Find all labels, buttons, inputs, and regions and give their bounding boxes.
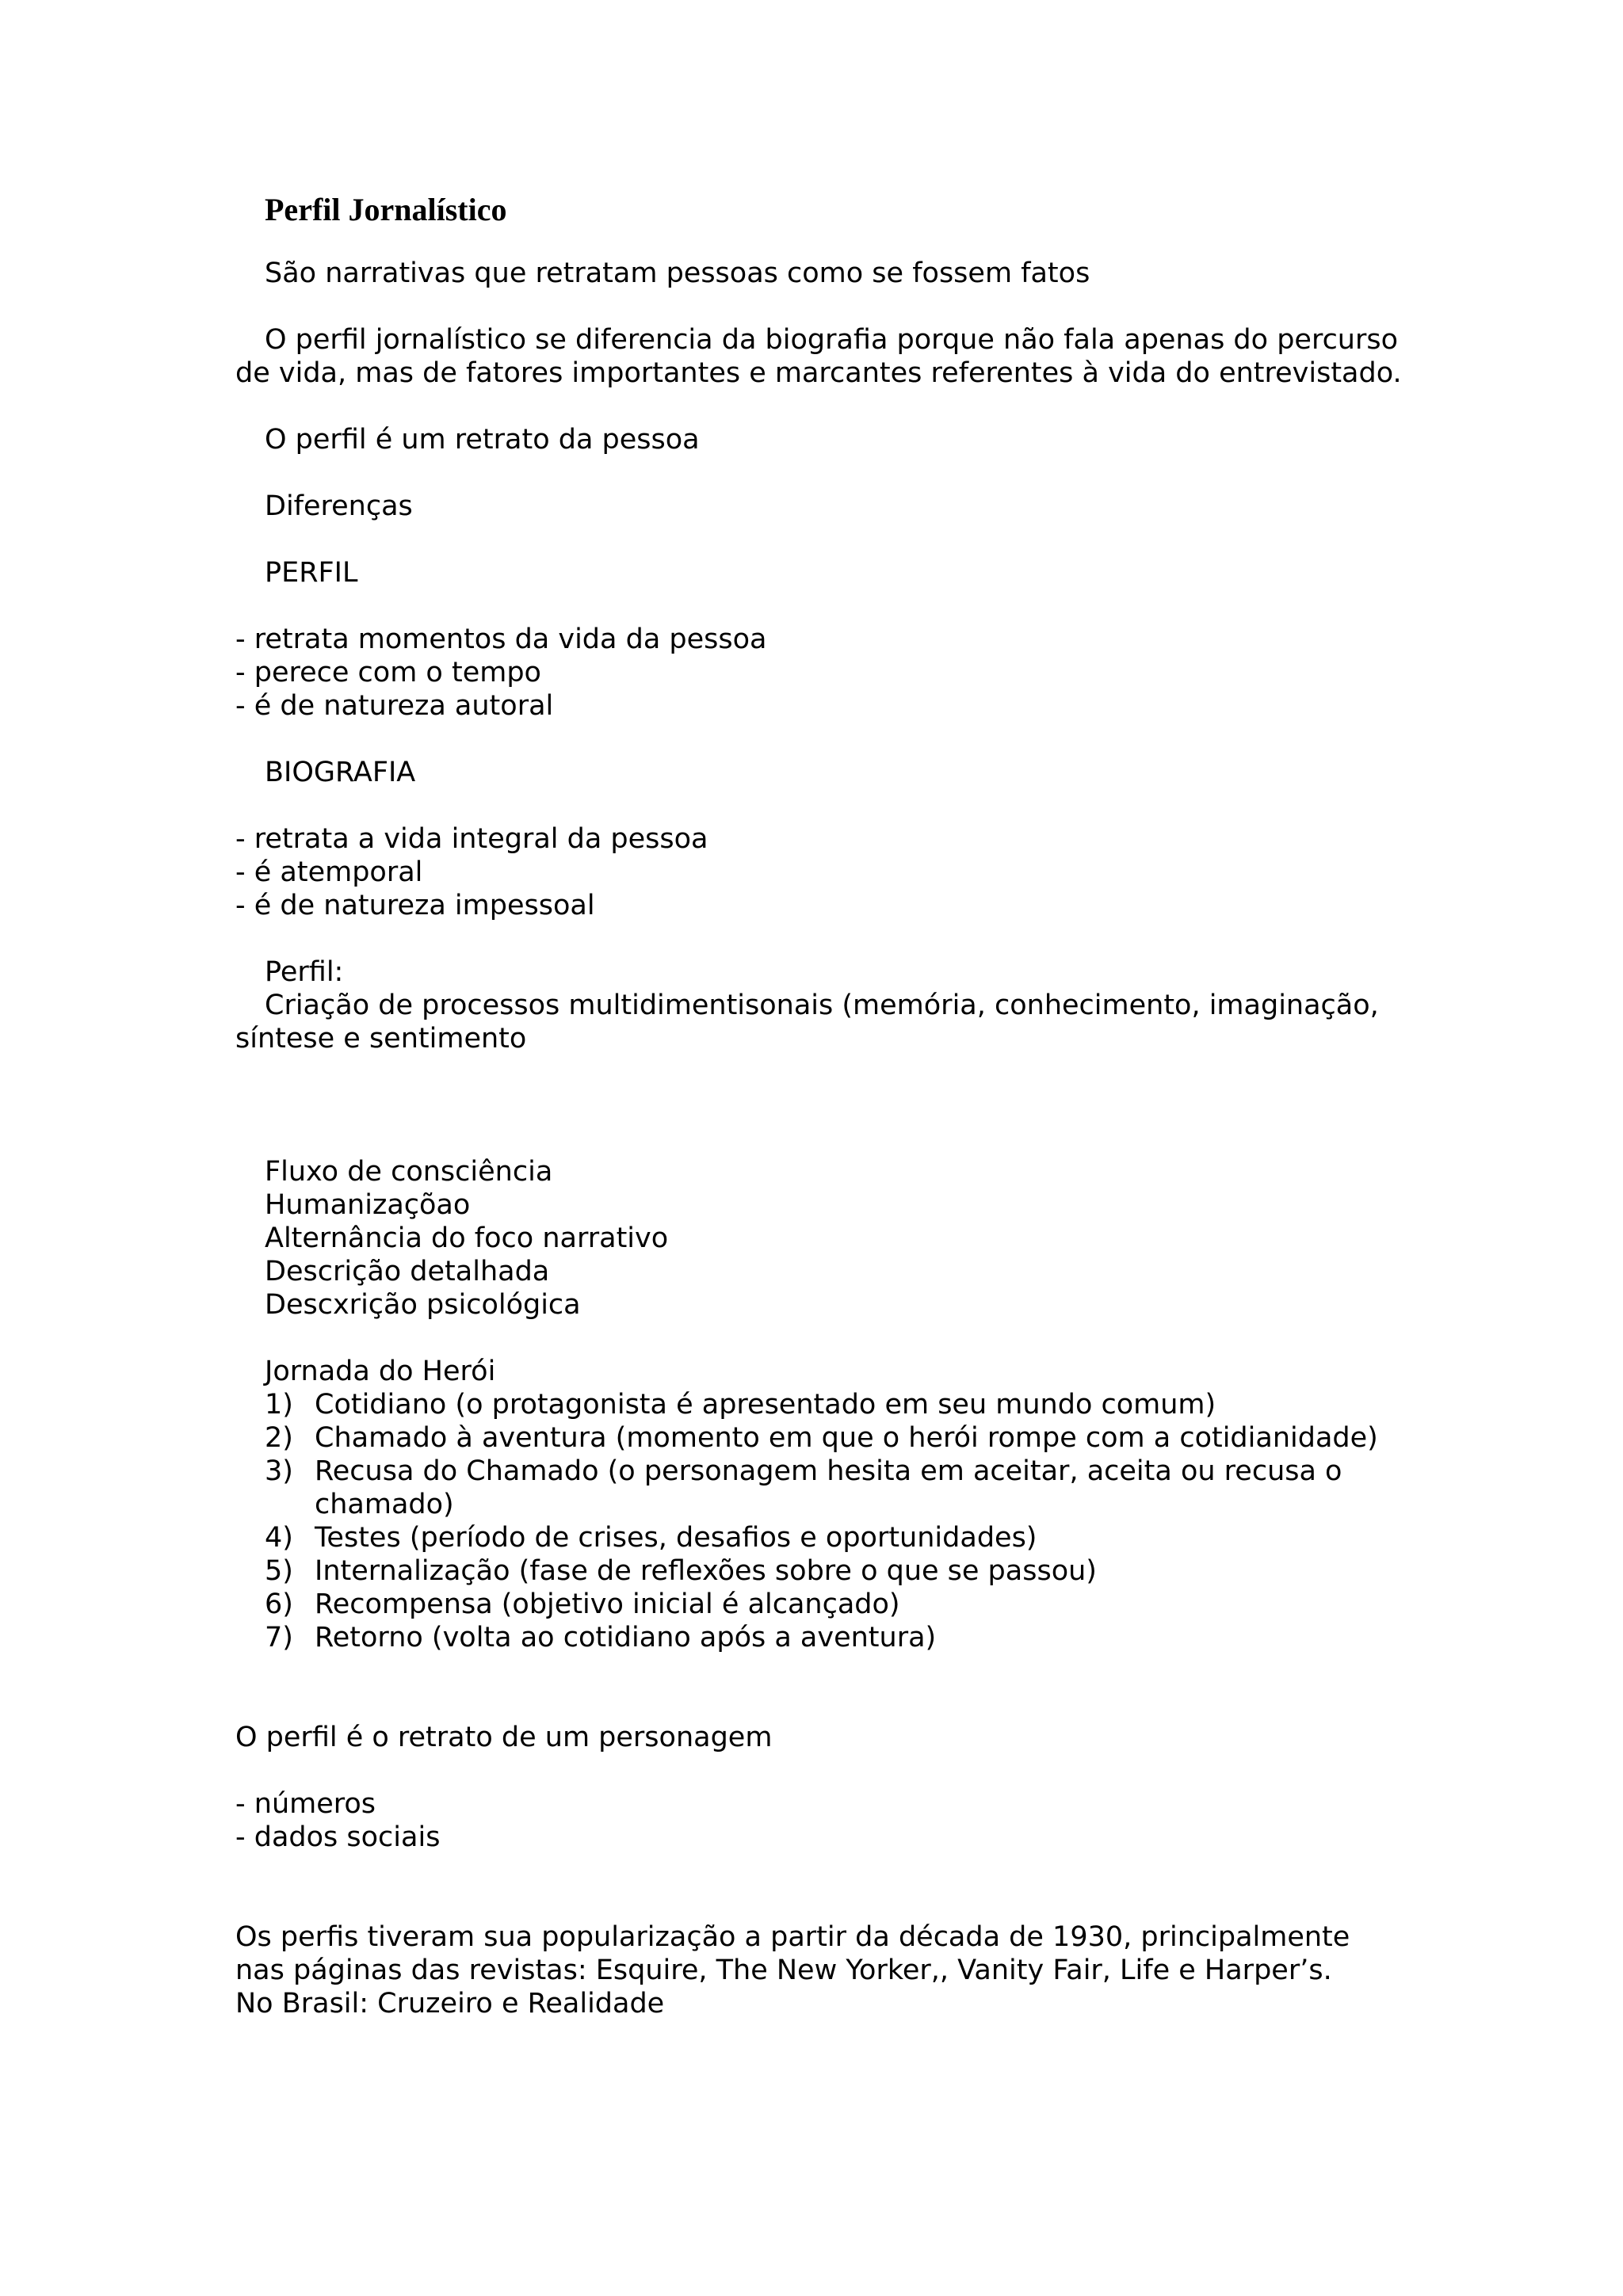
techniques-list [235,1155,1424,1322]
step-number: 2) [265,1422,293,1454]
perfil-list-item: - é de natureza autoral [235,690,554,722]
step-number: 3) [265,1455,293,1487]
differences-heading: Diferenças [265,490,413,522]
technique-item: Alternância do foco narrativo [265,1222,669,1254]
step-number: 6) [265,1589,293,1620]
perfil-list [235,623,1424,723]
character-list [235,1787,1424,1854]
step-text: Recompensa (objetivo inicial é alcançado) [315,1589,900,1620]
technique-item: Humanizaçõao [265,1189,471,1221]
step-text: Testes (período de crises, desafios e oportunidades) [315,1522,1037,1554]
hero-journey-step [265,1388,1424,1421]
biografia-list-item: - é de natureza impessoal [235,890,595,921]
history-line: nas páginas das revistas: Esquire, The New Yorker,, Vanity Fair, Life e Harper’s. [235,1955,1332,1986]
step-text: Retorno (volta ao cotidiano após a aventura) [315,1622,937,1653]
history-line: Os perfis tiveram sua popularização a partir da década de 1930, principalmente [235,1921,1350,1953]
intro-paragraph: São narrativas que retratam pessoas como se fossem fatos [265,257,1090,289]
technique-item: Descrição detalhada [265,1256,550,1287]
hero-journey-heading: Jornada do Herói [265,1356,496,1387]
step-text: Recusa do Chamado (o personagem hesita em aceitar, aceita ou recusa o chamado) [315,1455,1342,1520]
step-number: 4) [265,1522,293,1554]
step-number: 7) [265,1622,293,1653]
biografia-heading: BIOGRAFIA [265,757,416,788]
hero-journey-step [265,1554,1424,1588]
portrait-paragraph: O perfil é um retrato da pessoa [265,424,700,456]
step-number: 1) [265,1389,293,1421]
perfil-list-item: - retrata momentos da vida da pessoa [235,624,767,655]
history-line: No Brasil: Cruzeiro e Realidade [235,1988,665,2019]
hero-journey-step [265,1621,1424,1654]
character-portrait-paragraph: O perfil é o retrato de um personagem [235,1722,773,1753]
document-body [235,190,1424,2020]
biografia-list [235,822,1424,922]
step-text: Internalização (fase de reflexões sobre o que se passou) [315,1555,1097,1587]
step-text: Chamado à aventura (momento em que o herói rompe com a cotidianidade) [315,1422,1378,1454]
biografia-list-item: - é atemporal [235,856,423,888]
character-list-item: - dados sociais [235,1821,441,1853]
perfil-label: Perfil: [265,956,344,988]
hero-journey-step [265,1421,1424,1455]
technique-item: Descxrição psicológica [265,1289,581,1321]
hero-journey-list [235,1388,1424,1654]
history-paragraph [235,1920,1424,2020]
biografia-list-item: - retrata a vida integral da pessoa [235,823,708,855]
document-title: Perfil Jornalístico [265,192,507,227]
step-number: 5) [265,1555,293,1587]
technique-item: Fluxo de consciência [265,1156,553,1188]
hero-journey-step [265,1455,1424,1521]
perfil-heading: PERFIL [265,557,358,589]
character-list-item: - números [235,1788,376,1820]
step-text: Cotidiano (o protagonista é apresentado em seu mundo comum) [315,1389,1216,1421]
perfil-creation-paragraph: Criação de processos multidimentisonais (memória, conhecimento, imaginação, síntese e sentimento [235,990,1379,1055]
perfil-list-item: - perece com o tempo [235,657,541,688]
definition-paragraph: O perfil jornalístico se diferencia da biografia porque não fala apenas do percurso de vida, mas de fatores importantes e marcantes referentes à vida do entrevistado. [235,324,1402,389]
hero-journey-step [265,1588,1424,1621]
hero-journey-step [265,1521,1424,1554]
